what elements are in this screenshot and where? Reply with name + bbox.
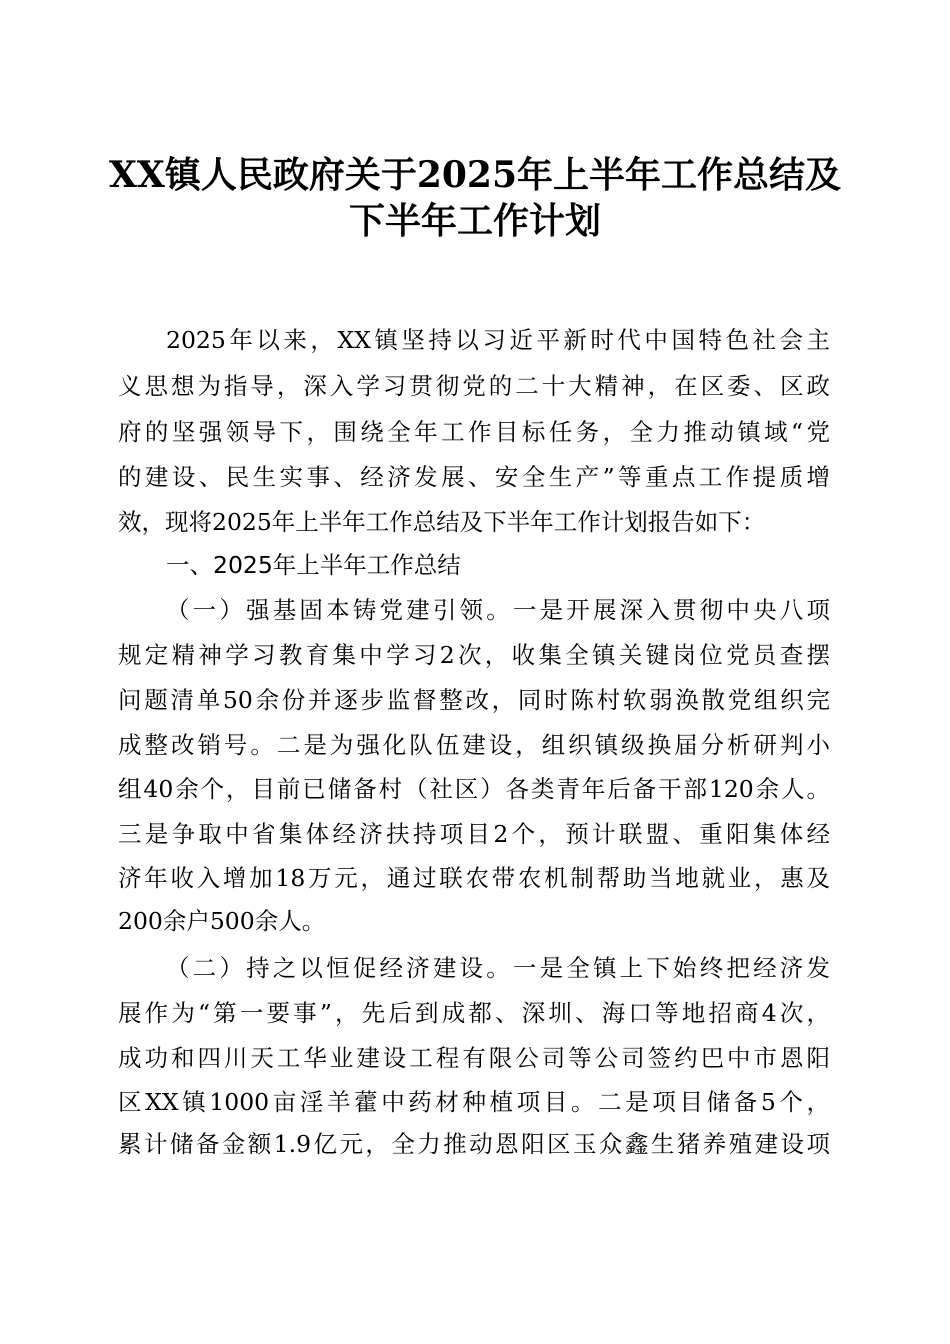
party-building-paragraph-line: 三是争取中省集体经济扶持项目2个，预计联盟、重阳集体经 [118,820,830,848]
party-building-paragraph-line: 济年收入增加18万元，通过联农带农机制帮助当地就业，惠及 [118,864,830,892]
party-building-paragraph-line: 规定精神学习教育集中学习2次，收集全镇关键岗位党员查摆 [118,641,830,669]
party-building-paragraph-line: 问题清单50余份并逐步监督整改，同时陈村软弱涣散党组织完 [118,686,830,714]
document-title-line-2: 下半年工作计划 [348,200,601,242]
document-title-line-1: XX镇人民政府关于2025年上半年工作总结及 [108,154,842,196]
party-building-paragraph-line: 200余户500余人。 [118,907,326,935]
economic-paragraph-line: 成功和四川天工华业建设工程有限公司等公司签约巴中市恩阳 [118,1044,830,1072]
intro-paragraph-line: 效，现将2025年上半年工作总结及下半年工作计划报告如下： [118,508,766,536]
party-building-paragraph-line: （一）强基固本铸党建引领。一是开展深入贯彻中央八项 [166,596,830,624]
section-heading: 一、2025年上半年工作总结 [166,551,461,579]
economic-paragraph-line: 展作为“第一要事”，先后到成都、深圳、海口等地招商4次， [118,999,830,1027]
economic-paragraph-line: 区XX镇1000亩淫羊藿中药材种植项目。二是项目储备5个， [118,1088,830,1116]
intro-paragraph-line: 的建设、民生实事、经济发展、安全生产”等重点工作提质增 [118,463,830,491]
intro-paragraph-line: 府的坚强领导下，围绕全年工作目标任务，全力推动镇域“党 [118,418,830,446]
party-building-paragraph-line: 组40余个，目前已储备村（社区）各类青年后备干部120余人。 [118,775,830,803]
economic-paragraph-line: （二）持之以恒促经济建设。一是全镇上下始终把经济发 [166,954,830,982]
party-building-paragraph-line: 成整改销号。二是为强化队伍建设，组织镇级换届分析研判小 [118,731,830,759]
economic-paragraph-line: 累计储备金额1.9亿元，全力推动恩阳区玉众鑫生猪养殖建设项 [118,1130,830,1158]
intro-paragraph-line: 2025年以来，XX镇坚持以习近平新时代中国特色社会主 [166,326,830,354]
intro-paragraph-line: 义思想为指导，深入学习贯彻党的二十大精神，在区委、区政 [118,372,830,400]
